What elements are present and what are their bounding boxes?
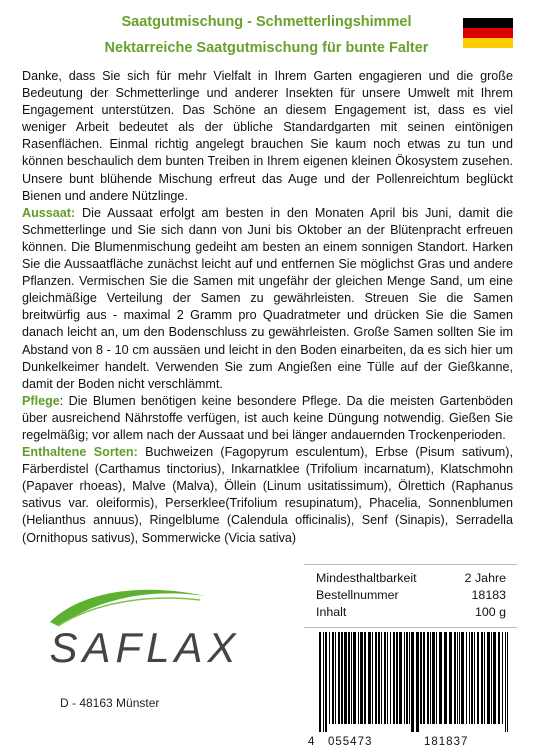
- logo-swoosh: [50, 590, 205, 626]
- varieties-paragraph: [22, 444, 513, 547]
- barcode-bar: [427, 632, 429, 724]
- barcode-bar: [372, 632, 373, 724]
- logo-text: SAFLAX: [49, 624, 241, 671]
- info-row-shelf-life: [316, 570, 506, 587]
- info-label: Bestellnummer: [316, 588, 399, 602]
- barcode-bar: [491, 632, 492, 724]
- barcode-bar: [432, 632, 435, 724]
- barcode-bar: [332, 632, 334, 724]
- barcode-digits-right: 181837: [424, 736, 469, 748]
- barcode-bar: [457, 632, 458, 724]
- barcode-bar: [466, 632, 467, 724]
- barcode-bar: [474, 632, 475, 724]
- barcode-bar: [378, 632, 380, 724]
- description-text: [22, 68, 513, 547]
- barcode-bar: [358, 632, 359, 724]
- product-subtitle: Nektarreiche Saatgutmischung für bunte Falter: [104, 40, 429, 56]
- info-bottom-rule: [304, 627, 517, 628]
- barcode-bar: [393, 632, 395, 724]
- sowing-label: Aussaat:: [22, 205, 76, 220]
- info-value: 18183: [471, 588, 506, 602]
- barcode-bar: [477, 632, 479, 724]
- barcode-bar: [469, 632, 470, 724]
- sowing-paragraph: [22, 205, 513, 393]
- barcode-bar: [487, 632, 490, 724]
- varieties-text: Buchweizen (Fagopyrum esculentum), Erbse (Pisum sativum), Färberdistel (Carthamus tinctorius), Inkarnatklee (Trifolium incarnatum), Klatschmohn (Papaver rhoeas), Malve (Malva), Öllein (Linum usitatissimum), Ölrettich (Raphanus sativus var. oleiformis), Perserklee(Trifolium resupinatum), Phacelia, Sonnenblumen (Helianthus annuus), Ringelblume (Calendula officinalis), Senf (Sinapis), Serradella (Ornithopus sativus), Sommerwicke (Vicia sativa): [22, 445, 513, 545]
- barcode-digit-prefix: 4: [308, 736, 316, 748]
- barcode-bar: [384, 632, 386, 724]
- barcode-bar: [484, 632, 485, 724]
- care-label: Pflege: [22, 393, 60, 408]
- barcode-bar: [329, 632, 330, 724]
- header: [0, 0, 533, 70]
- barcode-bar: [325, 632, 327, 732]
- barcode-bar: [353, 632, 356, 724]
- barcode-bar: [387, 632, 388, 724]
- barcode-bar: [498, 632, 500, 724]
- varieties-label: Enthaltene Sorten:: [22, 445, 138, 460]
- product-title: Saatgutmischung - Schmetterlingshimmel: [121, 14, 412, 30]
- info-label: Mindesthaltbarkeit: [316, 571, 417, 585]
- info-row-order-number: [316, 587, 506, 604]
- intro-paragraph: Danke, dass Sie sich für mehr Vielfalt in Ihrem Garten engagieren und die große Bedeutung der Schmetterlinge und anderer Insekten für unsere Umwelt mit Ihrem Engagement unterstützen. Das Schöne an diesem Engagement ist, dass es viel weniger Arbeit bedeutet als der übliche Standardgarten mit seinen eintönigen Rasenflächen. Einmal richtig angelegt brauchen Sie kaum noch etwas zu tun und können beschaulich dem bunten Treiben in Ihrem eigenen kleinen Ökosystem zusehen. Unsere bunt blühende Mischung erfreut das Auge und der Pollenreichtum beglückt Bienen und andere Nützlinge.: [22, 69, 513, 203]
- barcode-bar: [416, 632, 419, 732]
- barcode-bar: [351, 632, 352, 724]
- barcode-bar: [360, 632, 363, 724]
- info-top-rule: [304, 564, 517, 565]
- barcode-bar: [344, 632, 347, 724]
- barcode-bar: [423, 632, 425, 724]
- barcode-bar: [409, 632, 410, 724]
- barcode-digits-left: 055473: [328, 736, 373, 748]
- care-paragraph: [22, 393, 513, 444]
- ean-barcode: [317, 632, 513, 732]
- info-row-content: [316, 604, 506, 621]
- barcode-bar: [461, 632, 464, 724]
- barcode-bar: [364, 632, 366, 724]
- barcode-bar: [439, 632, 442, 724]
- barcode-bar: [338, 632, 340, 724]
- barcode-bar: [335, 632, 336, 724]
- barcode-bar: [404, 632, 405, 724]
- info-value: 2 Jahre: [464, 571, 506, 585]
- barcode-bar: [341, 632, 343, 724]
- barcode-bar: [449, 632, 452, 724]
- barcode-bar: [471, 632, 473, 724]
- barcode-bar: [493, 632, 496, 724]
- barcode-bar: [502, 632, 503, 724]
- barcode-bar: [454, 632, 456, 724]
- barcode-bar: [444, 632, 447, 724]
- sowing-text: Die Aussaat erfolgt am besten in den Monaten April bis Juni, damit die Schmetterlinge und Sie sich dann von Juni bis Oktober an der Blütenpracht erfreuen können. Die Blumenmischung gedeiht am besten an einem sonnigen Standort. Harken Sie die Aussaatfläche zunächst leicht auf und entfernen Sie möglichst Gras und andere Pflanzen. Vermischen Sie die Samen mit ungefähr der gleichen Menge Sand, um eine gleichmäßige Verteilung der Samen zu gewährleisten. Streuen Sie die Samen breitwürfig aus - maximal 2 Gramm pro Quadratmeter und drücken Sie die Samen danach leicht an, um den Bodenschluss zu gewährleisten. Große Samen sollten Sie im Abstand von 8 - 10 cm aussäen und leicht in den Boden einarbeiten, da es sich hier um Dunkelkeimer handelt. Verwenden Sie zum Angießen eine Tülle auf der Gießkanne, damit der Boden nicht verschlämmt.: [22, 205, 513, 391]
- barcode-bar: [507, 632, 508, 732]
- barcode-bar: [481, 632, 483, 724]
- care-text: : Die Blumen benötigen keine besondere Pflege. Da die meisten Gartenböden über ausreichend Nährstoffe verfügen, ist auch keine Düngung notwendig. Gießen Sie regelmäßig; vor allem nach der Aussaat und bei länger andauernden Trockenperioden.: [22, 393, 513, 442]
- barcode-bar: [348, 632, 350, 724]
- info-label: Inhalt: [316, 605, 347, 619]
- barcode-bar: [505, 632, 506, 732]
- barcode-bar: [390, 632, 391, 724]
- barcode-bar: [399, 632, 402, 724]
- info-value: 100 g: [474, 605, 506, 619]
- address: D - 48163 Münster: [60, 696, 160, 710]
- germany-flag-icon: [463, 18, 513, 48]
- barcode-bar: [430, 632, 431, 724]
- barcode-bar: [396, 632, 398, 724]
- barcode-bar: [406, 632, 408, 724]
- barcode-bar: [323, 632, 324, 732]
- barcode-bar: [436, 632, 437, 724]
- barcode-bar: [319, 632, 321, 732]
- barcode-bar: [420, 632, 422, 724]
- barcode-bar: [381, 632, 382, 724]
- barcode-bar: [411, 632, 414, 732]
- product-info: [316, 570, 506, 621]
- barcode-bar: [368, 632, 371, 724]
- barcode-bar: [459, 632, 460, 724]
- barcode-bar: [375, 632, 377, 724]
- saflax-logo: [40, 574, 250, 694]
